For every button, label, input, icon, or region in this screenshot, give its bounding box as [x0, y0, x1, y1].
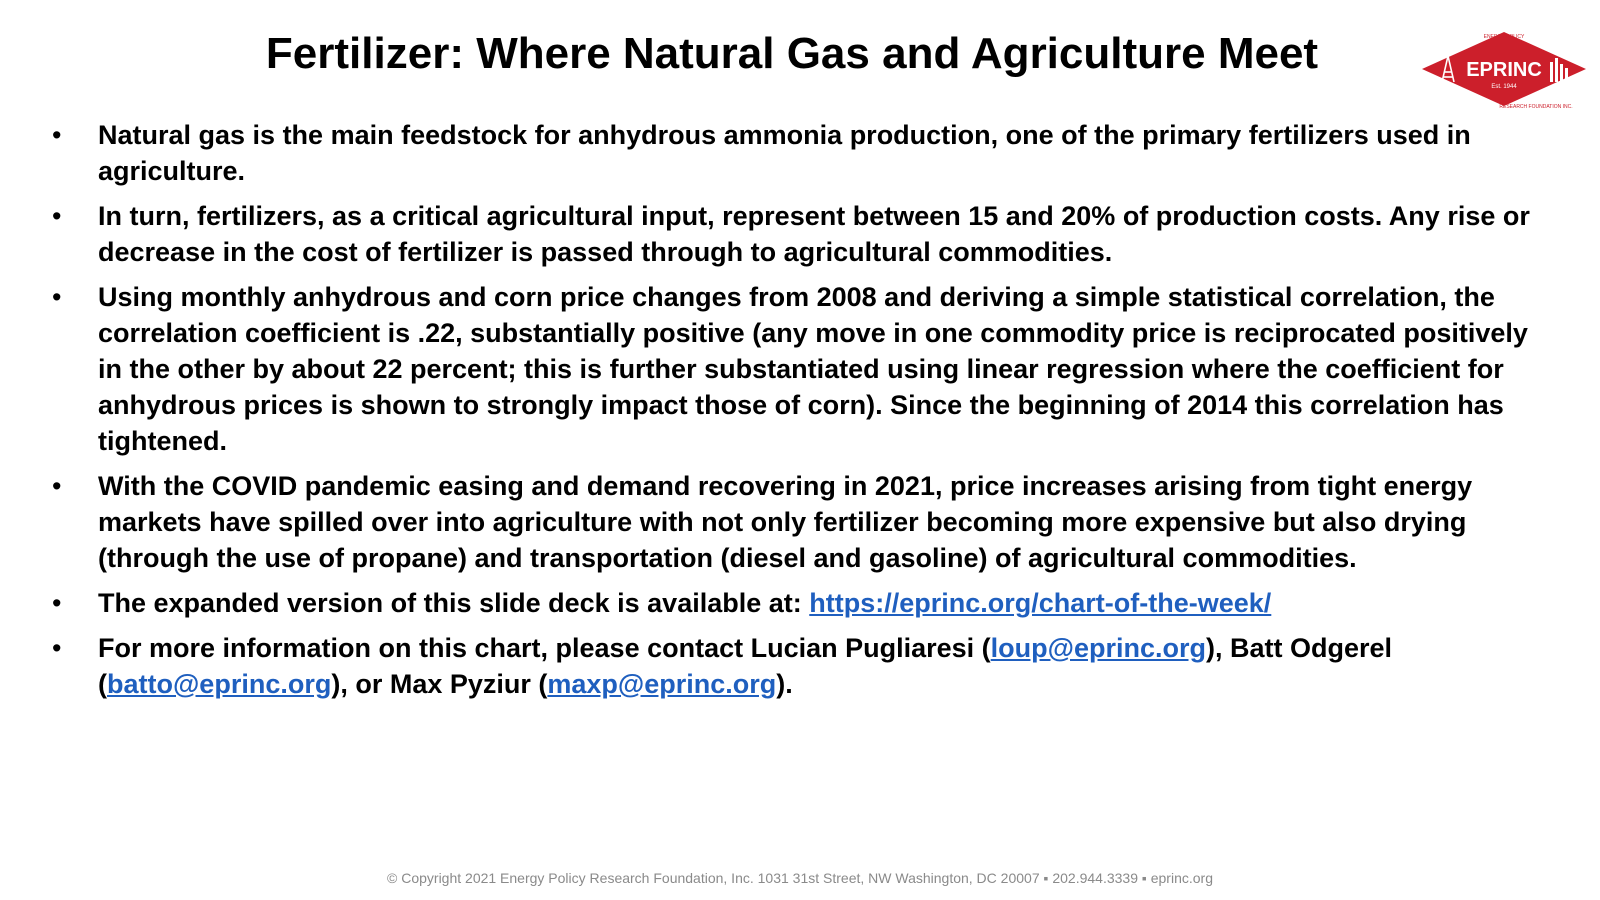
bullet-text: Natural gas is the main feedstock for anhydrous ammonia production, one of the primary fertilizers used in agriculture. [98, 120, 1471, 186]
bullet-text: With the COVID pandemic easing and demand recovering in 2021, price increases arising from tight energy markets have spilled over into agriculture with not only fertilizer becoming more expensive but also drying (through the use of propane) and transportation (diesel and gasoline) of agricultural commodities. [98, 471, 1473, 573]
bullet-list [52, 117, 1552, 711]
contact-text: For more information on this chart, please contact Lucian Pugliaresi ( [98, 633, 991, 663]
bullet-item [52, 630, 1552, 702]
bullet-icon: • [52, 201, 62, 231]
contact-text: ), Batt Odgerel ( [98, 633, 1393, 699]
bullet-item [52, 279, 1552, 459]
logo-ring-bottom: RESEARCH FOUNDATION INC. [1499, 104, 1573, 110]
logo-est: Est. 1944 [1491, 84, 1517, 90]
bullet-text: In turn, fertilizers, as a critical agricultural input, represent between 15 and 20% of production costs. Any rise or decrease in the cost of fertilizer is passed through to agricultural commodities. [98, 201, 1530, 267]
bullet-icon: • [52, 633, 62, 663]
bullet-item [52, 117, 1552, 189]
bullet-text: The expanded version of this slide deck is available at: [98, 588, 810, 618]
contact-text: ). [776, 669, 793, 699]
bullet-icon: • [52, 120, 62, 150]
email-link-maxp[interactable]: maxp@eprinc.org [547, 669, 777, 699]
bullet-item [52, 585, 1552, 621]
logo-ring-top: ENERGY POLICY [1483, 34, 1525, 40]
slide-title: Fertilizer: Where Natural Gas and Agriculture Meet [265, 29, 1319, 78]
contact-text: ), or Max Pyziur ( [331, 669, 548, 699]
eprinc-logo [1418, 26, 1590, 112]
bullet-text: Using monthly anhydrous and corn price changes from 2008 and deriving a simple statistical correlation, the correlation coefficient is .22, substantially positive (any move in one commodity price is reciprocated positively in the other by about 22 percent; this is further substantiated using linear regression where the coefficient for anhydrous prices is shown to strongly impact those of corn). Since the beginning of 2014 this correlation has tightened. [98, 282, 1528, 456]
email-link-loup[interactable]: loup@eprinc.org [990, 633, 1206, 663]
bullet-icon: • [52, 471, 62, 501]
copyright-footer: © Copyright 2021 Energy Policy Research Foundation, Inc. 1031 31st Street, NW Washington, DC 20007 ▪ 202.944.3339 ▪ eprinc.org [387, 870, 1213, 886]
bullet-icon: • [52, 588, 62, 618]
email-link-batto[interactable]: batto@eprinc.org [107, 669, 332, 699]
bullet-item [52, 198, 1552, 270]
logo-wordmark: EPRINC [1466, 59, 1542, 81]
bullet-icon: • [52, 282, 62, 312]
bullet-item [52, 468, 1552, 576]
chart-of-the-week-link[interactable]: https://eprinc.org/chart-of-the-week/ [809, 588, 1272, 618]
